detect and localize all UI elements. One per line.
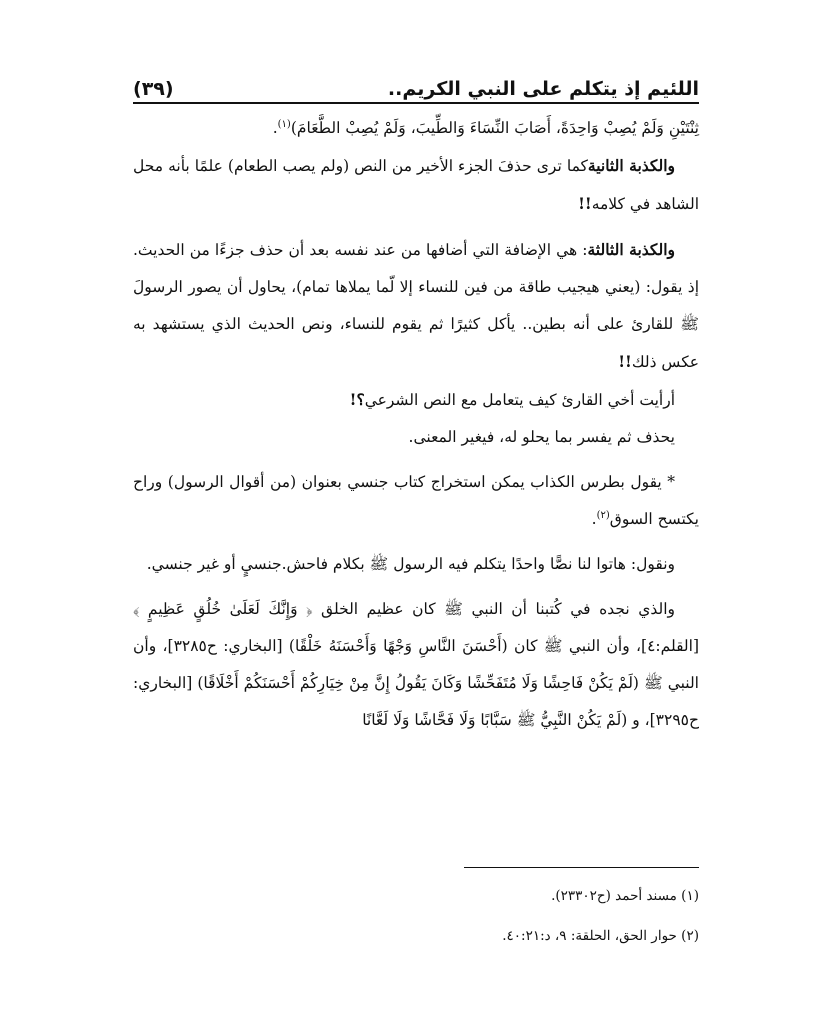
text-run: : هي الإضافة التي أضافها من عند نفسه بعد أن حذف جزءًا من الحديث. إذ يقول: (يعني هيجيب طاقة من فين للنساء إلا لّما يملاها تمام)، يحاول أن يصور الرسولَ ﷺ للقارئ على أنه بطين.. يأكل كثيرًا ثم يقوم للنساء، ونص الحديث الذي يستشهد به عكس ذلك xyxy=(133,241,699,371)
footnotes xyxy=(133,876,699,956)
footnote-ref: (١) xyxy=(277,118,291,130)
paragraph xyxy=(133,546,699,583)
header-title: اللئيم إذ يتكلم على النبي الكريم.. xyxy=(387,78,699,100)
paragraph xyxy=(133,419,699,456)
text-run: ثِنْتَيْنِ وَلَمْ يُصِبْ وَاحِدَةً، أَصَابَ النِّسَاءَ وَالطِّيبَ، وَلَمْ يُصِبْ الطَّعَامَ) xyxy=(290,119,699,137)
footnote-2: (٢) حوار الحق، الحلقة: ٩، د:٤٠:٢١. xyxy=(502,928,699,944)
text-run: أرأيت أخي القارئ كيف يتعامل مع النص الشرعي xyxy=(364,391,675,409)
bold-text: ؟! xyxy=(349,390,365,409)
paragraph xyxy=(133,231,699,381)
text-run: ونقول: هاتوا لنا نصًّا واحدًا يتكلم فيه الرسول ﷺ بكلام فاحش.جنسيٍ أو غير جنسي. xyxy=(146,555,675,573)
body-text xyxy=(133,110,699,739)
bold-text: !! xyxy=(618,352,632,371)
paragraph xyxy=(133,464,699,538)
text-run: يحذف ثم يفسر بما يحلو له، فيغير المعنى. xyxy=(408,428,675,446)
bold-text: !! xyxy=(578,194,592,213)
footnote-ref: (٢) xyxy=(596,509,610,521)
paragraph xyxy=(133,591,699,739)
bold-text: والكذبة الثانية xyxy=(587,156,675,175)
text-run: . xyxy=(272,119,278,137)
text-run: . xyxy=(591,510,597,528)
paragraph xyxy=(133,381,699,419)
text-run: كما ترى حذفَ الجزء الأخير من النص (ولم يصب الطعام) علمًا بأنه محل الشاهد في كلامه xyxy=(133,157,699,213)
page-number: (٣٩) xyxy=(133,78,174,100)
bold-text: والكذبة الثالثة xyxy=(587,240,676,259)
paragraph xyxy=(133,110,699,147)
footnote-1: (١) مسند أحمد (ح٢٣٣٠٢). xyxy=(551,888,699,904)
text-run: والذي نجده في كُتبنا أن النبي ﷺ كان عظيم الخلق ﴿ وَإِنَّكَ لَعَلَىٰ خُلُقٍ عَظِيمٍ ﴾ [القلم:٤]، وأن النبي ﷺ كان (أَحْسَنَ النَّاسِ وَجْهًا وَأَحْسَنَهُ خَلْقًا) [البخاري: ح٣٢٨٥]، وأن النبي ﷺ (لَمْ يَكُنْ فَاحِشًا وَلَا مُتَفَحِّشًا وَكَانَ يَقُولُ إِنَّ مِنْ خِيَارِكُمْ أَحْسَنَكُمْ أَخْلَاقًا) [البخاري: ح٣٢٩٥]، و (لَمْ يَكُنْ النَّبِيُّ ﷺ سَبَّابًا وَلَا فَحَّاشًا وَلَا لَعَّانًا xyxy=(133,600,699,729)
running-header xyxy=(133,64,699,104)
text-run: * يقول بطرس الكذاب يمكن استخراج كتاب جنسي بعنوان (من أقوال الرسول) وراح يكتسح السوق xyxy=(133,473,699,528)
paragraph xyxy=(133,147,699,223)
footnote-divider xyxy=(464,867,699,868)
